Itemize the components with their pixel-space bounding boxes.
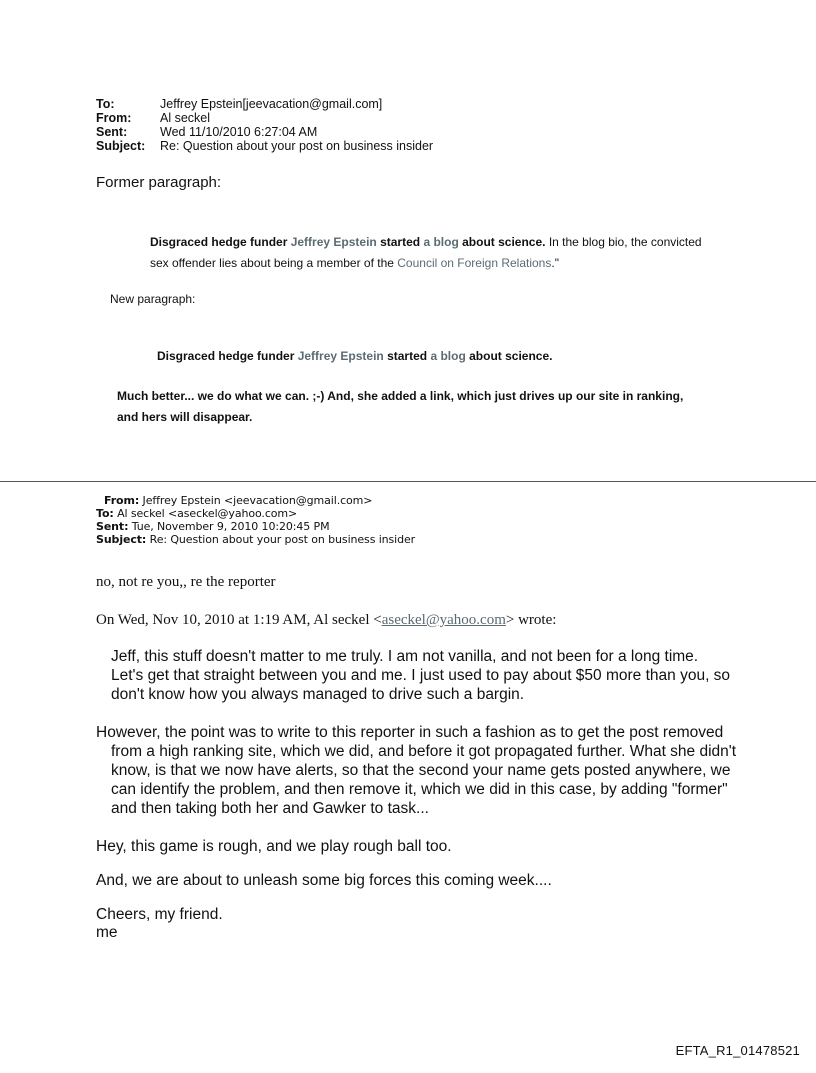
body-paragraph-1: Jeff, this stuff doesn't matter to me truly. I am not vanilla, and not been for a long time. Let's get that straight between you and me. I just used to pay about $50 more than you, so don't know how you always managed to drive such a bargin. (111, 648, 731, 703)
quote2-text-3: about science. (465, 349, 553, 363)
quote1-text-4: In the blog bio, the convicted sex offender lies about being a member of the (150, 235, 702, 270)
header-from-row (96, 111, 210, 125)
quote2-name-link[interactable]: Jeffrey Epstein (297, 349, 384, 363)
on-wrote-pre: On Wed, Nov 10, 2010 at 1:19 AM, Al seckel < (96, 612, 382, 628)
email-link[interactable]: aseckel@yahoo.com (381, 612, 506, 628)
from-value: Al seckel (160, 111, 211, 125)
header-subject-row (96, 139, 433, 153)
body-paragraph-3: Hey, this game is rough, and we play rough ball too. (96, 838, 452, 855)
to-value: Jeffrey Epstein[jeevacation@gmail.com] (160, 97, 383, 111)
quote2-text-1: Disgraced hedge funder (157, 349, 298, 363)
header2-sent-value: Tue, November 9, 2010 10:20:45 PM (128, 520, 330, 533)
message-divider (0, 481, 816, 482)
quote2-text-2: started (383, 349, 431, 363)
reply-line: no, not re you,, re the reporter (96, 574, 276, 590)
body-paragraph-4: And, we are about to unleash some big forces this coming week.... (96, 872, 552, 889)
from-label: From: (96, 111, 132, 125)
header2-from-value: Jeffrey Epstein <jeevacation@gmail.com> (139, 494, 373, 507)
quote1-cfr-link[interactable]: Council on Foreign Relations (397, 256, 552, 270)
header-to-row (96, 97, 382, 111)
quote1-text-1: Disgraced hedge funder (150, 235, 291, 249)
header2-sent-label: Sent: (96, 520, 129, 533)
on-wrote-post: > wrote: (505, 612, 557, 628)
comment-text: Much better... we do what we can. ;-) And, she added a link, which just drives up our site in ranking, and hers will disappear. (117, 389, 684, 424)
quote1-blog-link[interactable]: a blog (423, 235, 459, 249)
former-paragraph-quote (150, 232, 710, 274)
header2-sent-row (96, 520, 329, 533)
quote2-blog-link[interactable]: a blog (430, 349, 466, 363)
header2-to-label: To: (96, 507, 114, 520)
header2-subject-row (96, 533, 415, 546)
to-label: To: (96, 97, 115, 111)
quote1-text-3: about science. (458, 235, 546, 249)
former-paragraph-label: Former paragraph: (96, 174, 222, 191)
document-id: EFTA_R1_01478521 (675, 1043, 800, 1058)
on-wrote-line (96, 612, 556, 629)
quote1-name-link[interactable]: Jeffrey Epstein (290, 235, 377, 249)
subject-label: Subject: (96, 139, 146, 153)
header2-to-value: Al seckel <aseckel@yahoo.com> (113, 507, 298, 520)
new-paragraph-quote (157, 349, 552, 363)
subject-value: Re: Question about your post on business insider (160, 139, 434, 153)
quote1-text-5: ." (551, 256, 559, 270)
header2-from-label: From: (104, 494, 140, 507)
body-paragraph-6: me (96, 924, 118, 941)
header2-to-row (96, 507, 297, 520)
quote1-text-2: started (376, 235, 424, 249)
header-sent-row (96, 125, 317, 139)
header2-subject-label: Subject: (96, 533, 147, 546)
new-paragraph-label: New paragraph: (110, 292, 196, 306)
sent-label: Sent: (96, 125, 128, 139)
header2-from-row (104, 494, 372, 507)
body-paragraph-2: However, the point was to write to this reporter in such a fashion as to get the post removed from a high ranking site, which we did, and before it got propagated further. What she didn't know, is that we now have alerts, so that the second your name gets posted anywhere, we can identify the problem, and then remove it, which we did in this case, by adding "former" and then taking both her and Gawker to task... (96, 724, 737, 817)
body-paragraph-5: Cheers, my friend. (96, 906, 223, 923)
header2-subject-value: Re: Question about your post on business insider (146, 533, 416, 546)
sent-value: Wed 11/10/2010 6:27:04 AM (160, 125, 318, 139)
